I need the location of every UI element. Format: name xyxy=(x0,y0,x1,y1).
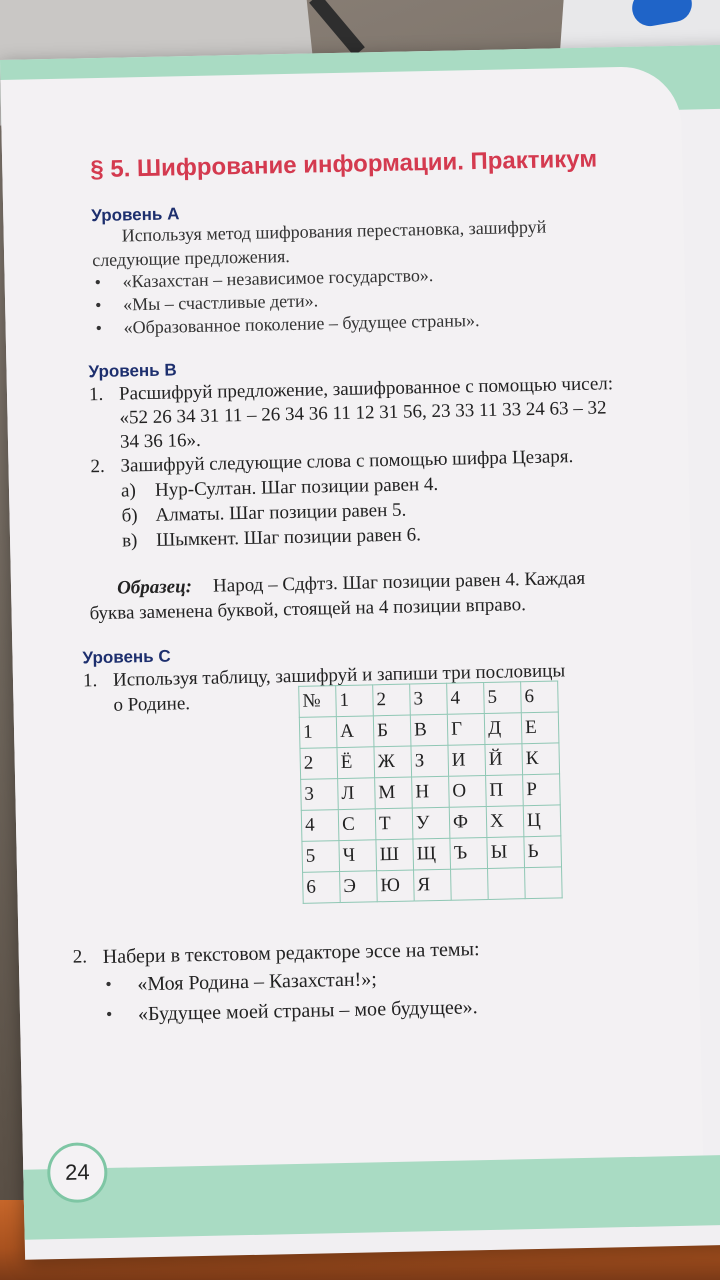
task-number: 2. xyxy=(72,946,88,968)
level-a-heading: Уровень А xyxy=(91,204,180,226)
table-cell: П xyxy=(486,775,524,807)
table-cell: Е xyxy=(521,712,559,744)
level-b-task1-line1: Расшифруй предложение, зашифрованное с помощью чисел: xyxy=(118,373,614,405)
table-header-cell: № xyxy=(299,686,337,718)
table-cell: О xyxy=(449,775,487,807)
table-cell: Х xyxy=(486,806,524,838)
level-b-heading: Уровень В xyxy=(88,360,177,382)
table-cell: А xyxy=(336,716,374,748)
level-c-bullet-1: «Моя Родина – Казахстан!»; xyxy=(137,968,378,996)
level-a-bullet-1: «Казахстан – независимое государство». xyxy=(122,264,434,292)
section-title: § 5. Шифрование информации. Практикум xyxy=(90,145,598,184)
table-cell: Ы xyxy=(487,837,525,869)
table-cell xyxy=(488,868,526,900)
table-cell: Я xyxy=(414,869,452,901)
table-cell xyxy=(525,867,563,899)
level-c-bullet-2: «Будущее моей страны – мое будущее». xyxy=(137,996,478,1026)
table-row-label: 1 xyxy=(299,717,337,749)
table-cell: Й xyxy=(485,744,523,776)
table-cell: Щ xyxy=(413,838,451,870)
level-b-task1-line2: «52 26 34 31 11 – 26 34 36 11 12 31 56, 23 33 11 33 24 63 – 32 xyxy=(119,397,607,429)
level-b-subitem-c: Шымкент. Шаг позиции равен 6. xyxy=(155,524,422,551)
table-row-label: 4 xyxy=(301,810,339,842)
table-cell: Р xyxy=(523,774,561,806)
table-header-cell: 2 xyxy=(373,684,411,716)
table-header-cell: 4 xyxy=(447,683,485,715)
level-a-task-line1: Используя метод шифрования перестановка, зашифруй xyxy=(121,216,547,246)
subitem-marker: в) xyxy=(121,530,138,552)
example-line2: буква заменена буквой, стоящей на 4 позиции вправо. xyxy=(89,594,527,625)
level-b-subitem-b: Алматы. Шаг позиции равен 5. xyxy=(155,499,407,526)
table-row-label: 3 xyxy=(301,779,339,811)
table-cell: Ё xyxy=(337,747,375,779)
level-b-task1-line3: 34 36 16». xyxy=(119,429,201,453)
table-cell: М xyxy=(375,777,413,809)
table-cell: Ю xyxy=(377,870,415,902)
level-b-subitem-a: Нур-Султан. Шаг позиции равен 4. xyxy=(154,473,439,501)
table-row-label: 5 xyxy=(302,841,340,873)
bullet-icon: • xyxy=(105,1003,113,1024)
level-c-heading: Уровень С xyxy=(82,646,171,668)
table-cell: Ц xyxy=(523,805,561,837)
level-c-task2-text: Набери в текстовом редакторе эссе на темы: xyxy=(102,938,480,969)
bullet-icon: • xyxy=(94,271,102,293)
table-cell: Ъ xyxy=(450,837,488,869)
level-a-bullet-2: «Мы – счастливые дети». xyxy=(122,290,319,315)
table-header-cell: 1 xyxy=(336,685,374,717)
table-cell: Н xyxy=(412,776,450,808)
table-cell: И xyxy=(448,744,486,776)
cipher-table xyxy=(298,680,563,903)
bullet-icon: • xyxy=(95,317,103,339)
table-cell: В xyxy=(410,714,448,746)
pen xyxy=(309,0,365,56)
table-header-cell: 5 xyxy=(484,682,522,714)
table-cell: К xyxy=(522,743,560,775)
level-a-task-line2: следующие предложения. xyxy=(92,245,291,271)
textbook-page xyxy=(0,44,720,1260)
subitem-marker: а) xyxy=(120,480,137,502)
table-row xyxy=(303,867,563,903)
bullet-icon: • xyxy=(94,294,102,316)
table-cell: Д xyxy=(484,713,522,745)
level-c-task1-line1: Используя таблицу, зашифруй и запиши три пословицы xyxy=(112,660,566,691)
table-cell: З xyxy=(411,745,449,777)
table-row-label: 2 xyxy=(300,748,338,780)
table-cell: Т xyxy=(375,808,413,840)
example-label: Образец: xyxy=(116,576,193,599)
table-cell xyxy=(451,868,489,900)
table-cell: Ж xyxy=(374,746,412,778)
table-header-cell: 3 xyxy=(410,683,448,715)
level-b-task2-text: Зашифруй следующие слова с помощью шифра Цезаря. xyxy=(120,446,574,477)
table-cell: У xyxy=(412,807,450,839)
level-c-task1-line2: о Родине. xyxy=(113,693,191,716)
example-line1: Народ – Сдфтз. Шаг позиции равен 4. Каждая xyxy=(212,567,586,597)
bullet-icon: • xyxy=(105,973,112,994)
table-header-cell: 6 xyxy=(521,681,559,713)
table-cell: Э xyxy=(340,871,378,903)
page-number: 24 xyxy=(47,1142,108,1203)
table-cell: Ш xyxy=(376,839,414,871)
level-a-bullet-3: «Образованное поколение – будущее страны». xyxy=(123,310,480,338)
task-number: 1. xyxy=(88,383,104,406)
table-cell: Ч xyxy=(339,840,377,872)
task-number: 1. xyxy=(82,670,98,692)
table-cell: Ф xyxy=(449,806,487,838)
table-cell: Б xyxy=(373,715,411,747)
table-cell: С xyxy=(338,809,376,841)
table-row-label: 6 xyxy=(303,872,341,904)
subitem-marker: б) xyxy=(121,505,138,527)
table-cell: Ь xyxy=(524,836,562,868)
table-cell: Л xyxy=(338,778,376,810)
task-number: 2. xyxy=(90,455,106,478)
table-cell: Г xyxy=(447,714,485,746)
